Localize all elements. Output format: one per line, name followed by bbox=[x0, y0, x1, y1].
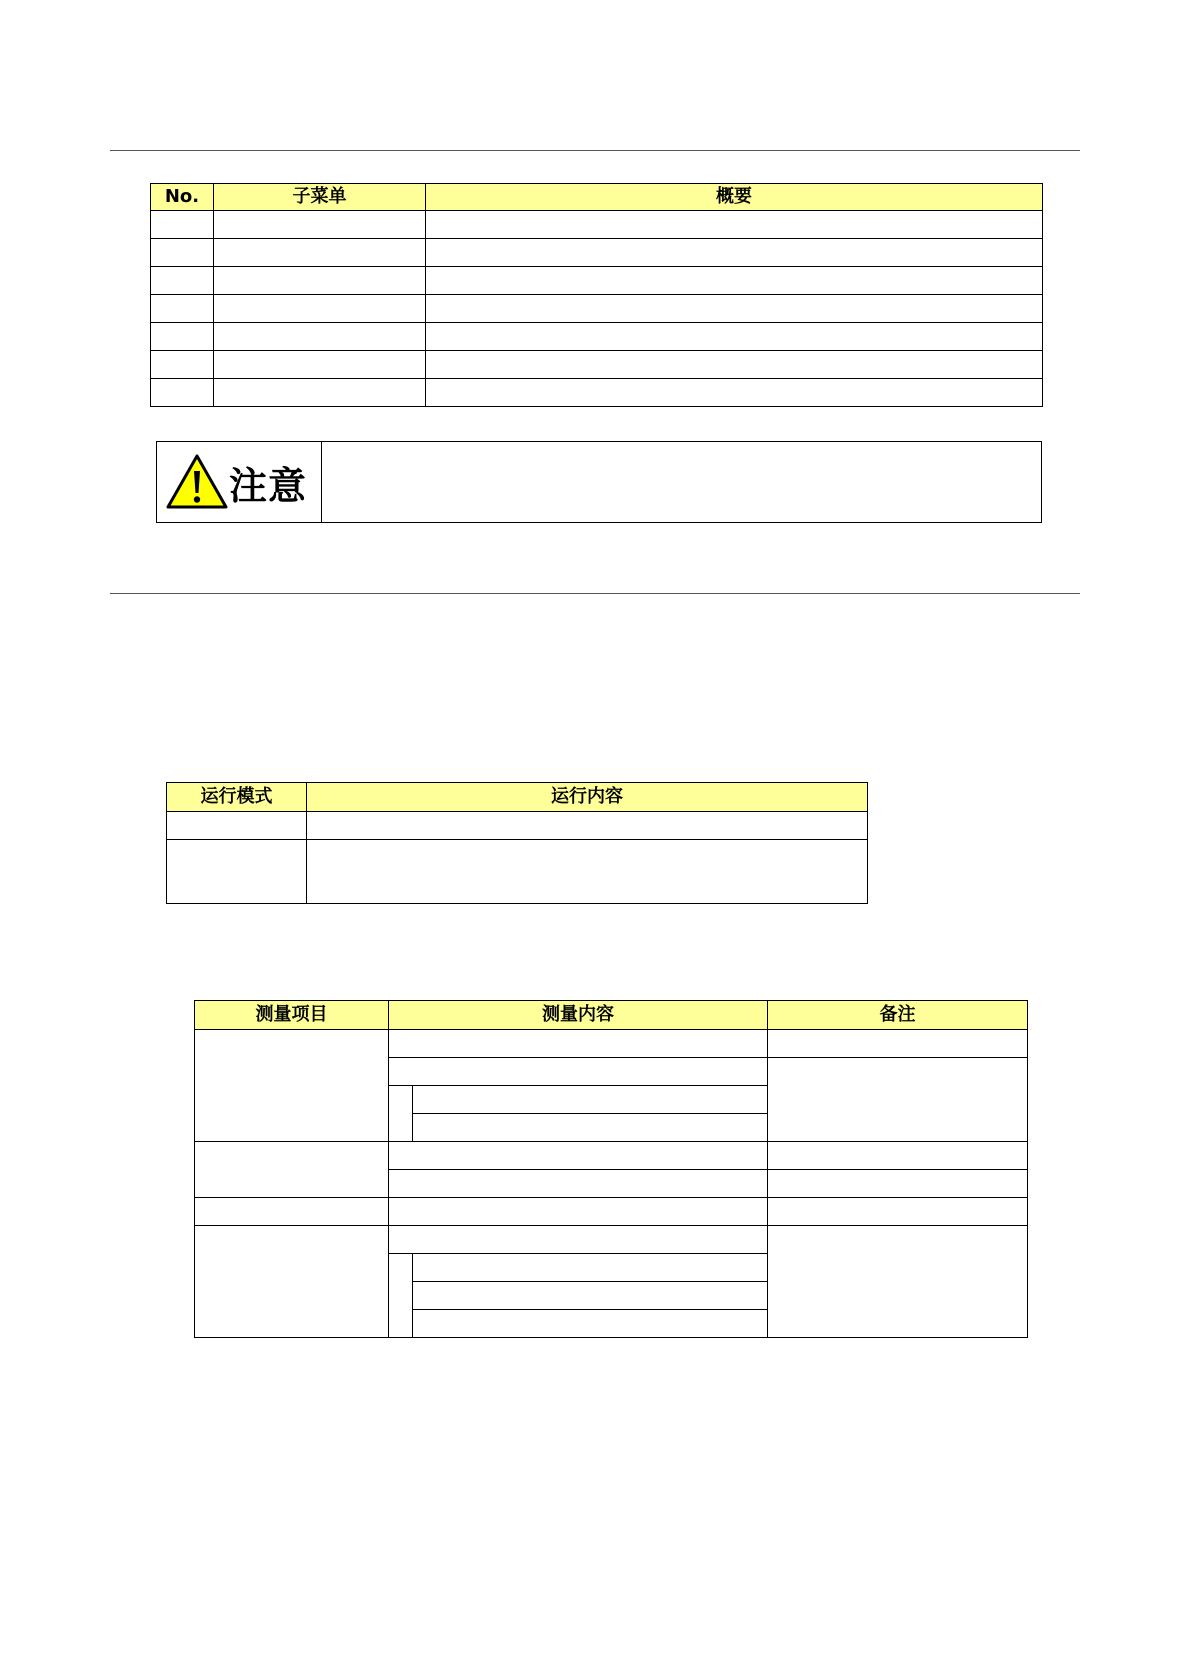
table-cell bbox=[167, 840, 307, 904]
table-cell bbox=[214, 211, 426, 239]
table-cell bbox=[426, 211, 1043, 239]
table-cell bbox=[426, 379, 1043, 407]
table-cell bbox=[151, 295, 214, 323]
column-header-submenu: 子菜单 bbox=[214, 184, 426, 211]
table-cell bbox=[151, 267, 214, 295]
caution-text-cell bbox=[322, 442, 1041, 522]
column-header-item: 测量项目 bbox=[195, 1001, 389, 1030]
table-cell bbox=[426, 295, 1043, 323]
table-cell bbox=[389, 1142, 768, 1170]
column-header-mode: 运行模式 bbox=[167, 783, 307, 812]
warning-triangle-icon bbox=[165, 453, 229, 511]
table-row bbox=[167, 840, 868, 904]
table-cell bbox=[426, 239, 1043, 267]
table-row bbox=[151, 351, 1043, 379]
table-cell bbox=[413, 1310, 768, 1338]
table-cell bbox=[389, 1170, 768, 1198]
column-header-no: No. bbox=[151, 184, 214, 211]
table-row bbox=[151, 379, 1043, 407]
column-header-remarks: 备注 bbox=[768, 1001, 1028, 1030]
section-divider-top bbox=[110, 150, 1080, 151]
table-cell bbox=[768, 1198, 1028, 1226]
table-cell bbox=[151, 351, 214, 379]
table-row bbox=[195, 1030, 1028, 1058]
table-cell bbox=[195, 1142, 389, 1198]
table-row bbox=[151, 211, 1043, 239]
table-cell bbox=[389, 1254, 413, 1338]
table-header-row bbox=[151, 184, 1043, 211]
table-row bbox=[195, 1226, 1028, 1254]
table-cell bbox=[195, 1030, 389, 1142]
table-row bbox=[195, 1198, 1028, 1226]
table-header-row bbox=[195, 1001, 1028, 1030]
table-cell bbox=[389, 1198, 768, 1226]
table-cell bbox=[151, 239, 214, 267]
caution-label-cell bbox=[157, 442, 322, 522]
table-cell bbox=[413, 1114, 768, 1142]
column-header-summary: 概要 bbox=[426, 184, 1043, 211]
table-cell bbox=[307, 840, 868, 904]
table-cell bbox=[195, 1198, 389, 1226]
table-cell bbox=[426, 351, 1043, 379]
table-cell bbox=[214, 239, 426, 267]
table-row bbox=[195, 1142, 1028, 1170]
table-cell bbox=[768, 1142, 1028, 1170]
operation-mode-table bbox=[166, 782, 868, 904]
table-cell bbox=[426, 267, 1043, 295]
table-cell bbox=[389, 1030, 768, 1058]
table-cell bbox=[413, 1254, 768, 1282]
table-cell bbox=[214, 267, 426, 295]
table-cell bbox=[151, 323, 214, 351]
submenu-table bbox=[150, 183, 1043, 407]
table-cell bbox=[413, 1282, 768, 1310]
caution-box bbox=[156, 441, 1042, 523]
table-cell bbox=[389, 1058, 768, 1086]
table-row bbox=[151, 267, 1043, 295]
table-cell bbox=[214, 323, 426, 351]
table-row bbox=[151, 295, 1043, 323]
table-cell bbox=[167, 812, 307, 840]
table-cell bbox=[151, 211, 214, 239]
table-cell bbox=[389, 1226, 768, 1254]
table-header-row bbox=[167, 783, 868, 812]
column-header-content: 运行内容 bbox=[307, 783, 868, 812]
table-cell bbox=[768, 1058, 1028, 1142]
table-cell bbox=[768, 1226, 1028, 1338]
table-cell bbox=[413, 1086, 768, 1114]
table-cell bbox=[307, 812, 868, 840]
table-cell bbox=[214, 351, 426, 379]
table-cell bbox=[151, 379, 214, 407]
table-row bbox=[151, 239, 1043, 267]
table-cell bbox=[389, 1086, 413, 1142]
table-cell bbox=[214, 295, 426, 323]
table-cell bbox=[426, 323, 1043, 351]
table-cell bbox=[214, 379, 426, 407]
column-header-measure-content: 测量内容 bbox=[389, 1001, 768, 1030]
table-cell bbox=[768, 1170, 1028, 1198]
section-divider-middle bbox=[110, 593, 1080, 594]
caution-label: 注意 bbox=[229, 463, 308, 508]
table-cell bbox=[768, 1030, 1028, 1058]
table-row bbox=[167, 812, 868, 840]
measurement-table bbox=[194, 1000, 1028, 1338]
table-cell bbox=[195, 1226, 389, 1338]
table-row bbox=[151, 323, 1043, 351]
